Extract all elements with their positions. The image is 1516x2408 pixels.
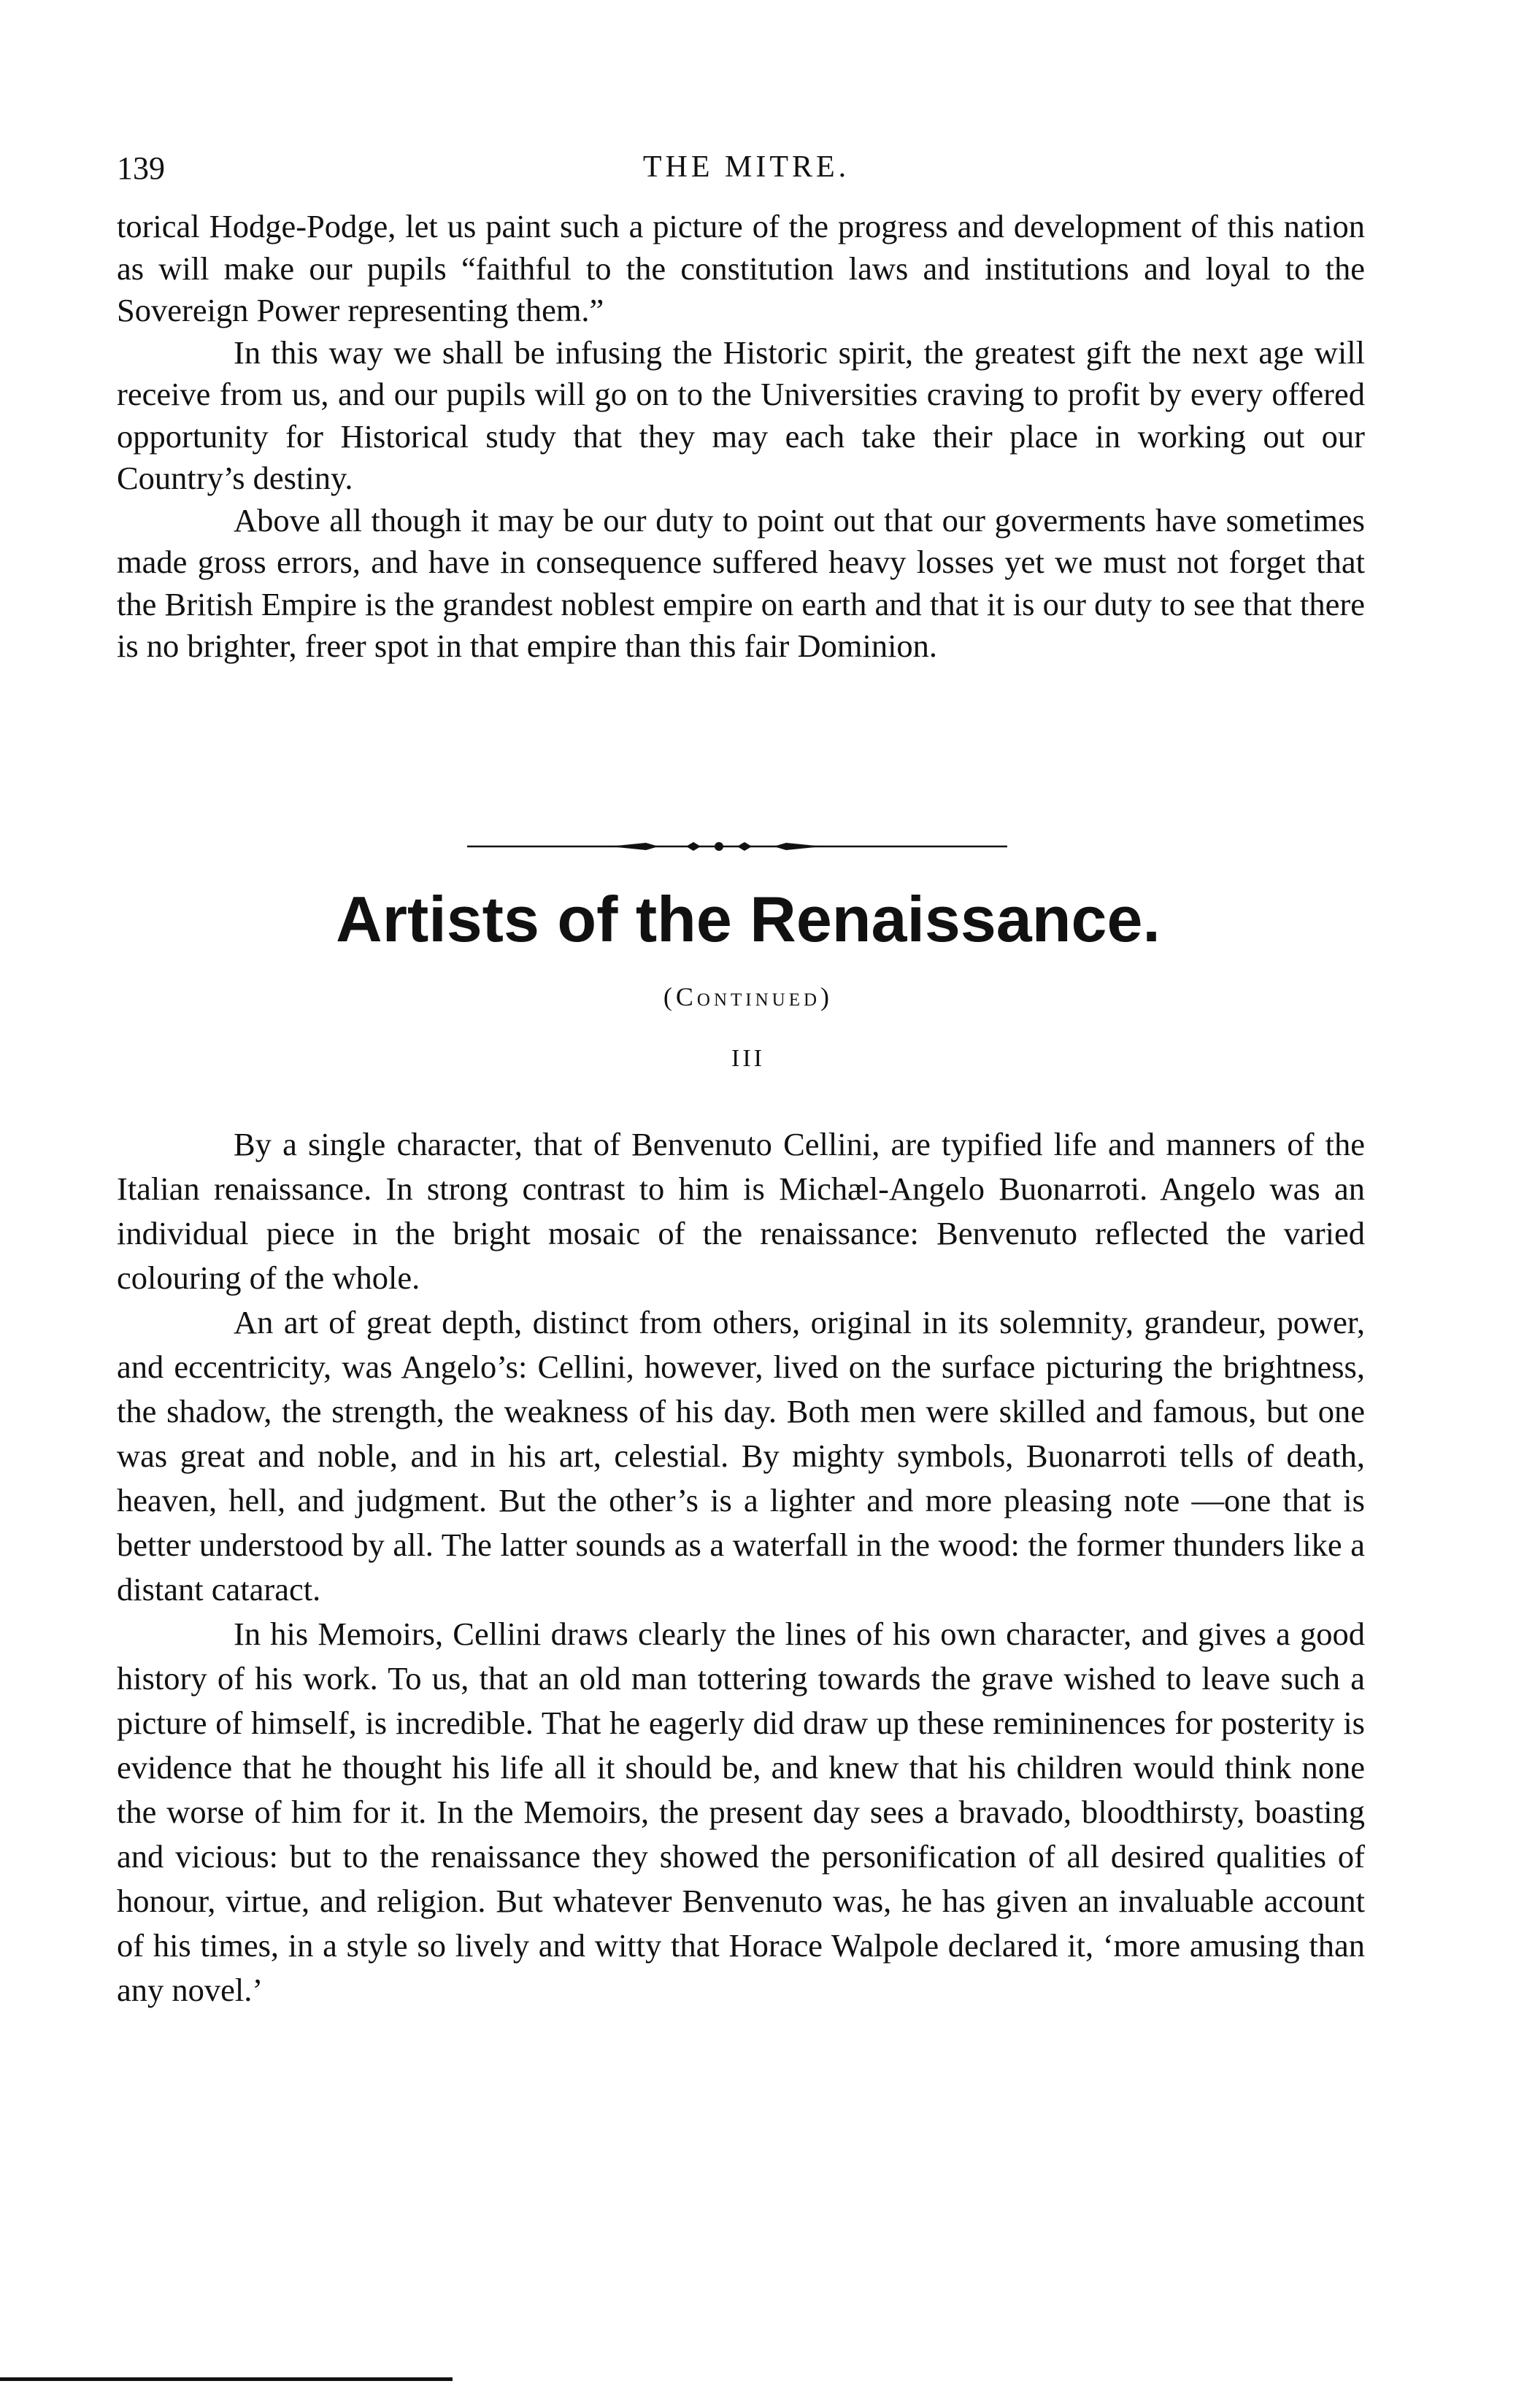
paragraph: An art of great depth, distinct from others, original in its solemnity, grandeur, power, and eccentricity, was Angelo’s: Cellini, however, lived on the surface picturing the brightness, the shadow, the strength, the weakness of his day. Both men were skilled and famous, but one was great and noble, and in his art, celestial. By mighty symbols, Buonarroti tells of death, heaven, hell, and judgment. But the other’s is a lighter and more pleasing note —one that is better understood by all. The latter sounds as a waterfall in the wood: the former thunders like a distant cataract. <box>117 1304 1365 1608</box>
ornamental-divider <box>467 836 1007 857</box>
paragraph: In his Memoirs, Cellini draws clearly the lines of his own character, and gives a good history of his work. To us, that an old man tottering towards the grave wished to leave such a picture of himself, is incredible. That he eagerly did draw up these remininences for posterity is evidence that he thought his life all it should be, and knew that his children would think none the worse of him for it. In the Memoirs, the present day sees a bravado, bloodthirsty, boasting and vicious: but to the renaissance they showed the personification of all desired qualities of honour, virtue, and religion. But whatever Benvenuto was, he has given an invaluable account of his times, in a style so lively and witty that Horace Walpole declared it, ‘more amusing than any novel.’ <box>117 1616 1365 2008</box>
paragraph: Above all though it may be our duty to point out that our goverments have sometimes made gross errors, and have in consequence suffered heavy losses yet we must not forget that the British Empire is the grandest noblest empire on earth and that it is our duty to see that there is no brighter, freer spot in that empire than this fair Dominion. <box>117 501 1365 664</box>
bottom-rule <box>0 2377 453 2381</box>
paragraph: By a single character, that of Benvenuto Cellini, are typified life and manners of the Italian renaissance. In strong contrast to him is Michæl-Angelo Buonarroti. Angelo was an individual piece in the bright mosaic of the renaissance: Benvenuto reflected the varied colouring of the whole. <box>117 1126 1365 1296</box>
paragraph: torical Hodge-Podge, let us paint such a picture of the progress and development of this nation as will make our pupils “faithful to the constitution laws and institutions and loyal to the Sovereign Power representing them.” <box>117 208 1365 328</box>
article-text <box>117 1122 1365 2013</box>
running-title: THE MITRE. <box>642 150 850 184</box>
paragraph: In this way we shall be infusing the Historic spirit, the greatest gift the next age will receive from us, and our pupils will go on to the Universities craving to profit by every offered opportunity for Historical study that they may each take their place in working out our Country’s destiny. <box>117 333 1365 496</box>
page-number: 139 <box>117 150 165 186</box>
continued-label: (Continued) <box>663 982 834 1011</box>
previous-article-text <box>117 206 1365 668</box>
page-header <box>117 150 1376 193</box>
part-number: III <box>731 1045 765 1072</box>
article-title: Artists of the Renaissance. <box>336 883 1161 955</box>
